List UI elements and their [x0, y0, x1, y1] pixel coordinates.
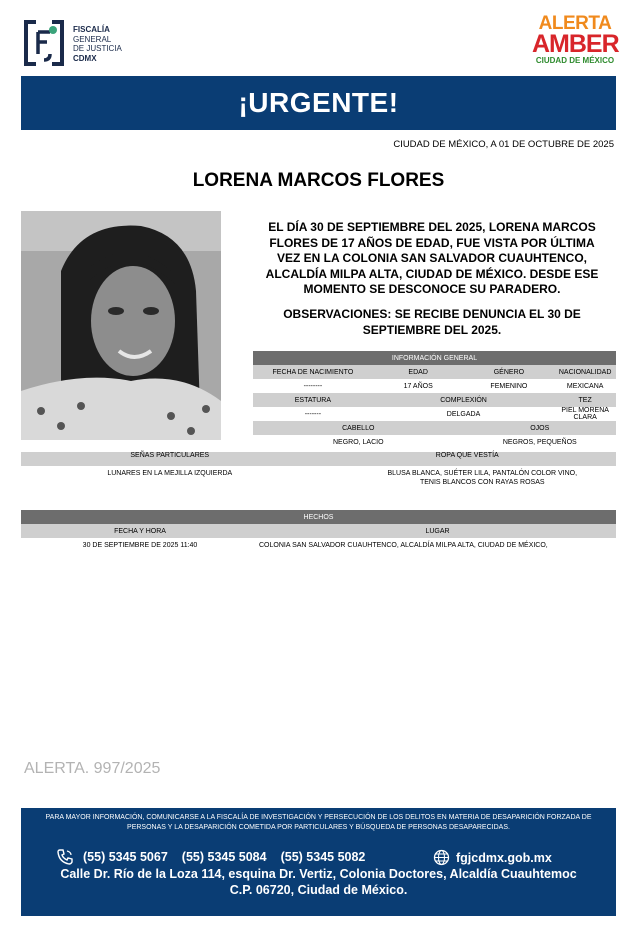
globe-icon — [433, 849, 450, 866]
value-clothes: BLUSA BLANCA, SUÉTER LILA, PANTALÓN COLOR VINO, TENIS BLANCOS CON RAYAS ROSAS — [319, 466, 617, 487]
header-clothes: ROPA QUE VESTÍA — [319, 452, 617, 466]
phone-1[interactable]: (55) 5345 5067 — [83, 850, 168, 864]
header-place: LUGAR — [259, 524, 616, 538]
fgj-logo-text — [73, 25, 122, 63]
general-info-table — [253, 351, 616, 449]
urgent-banner — [21, 76, 616, 130]
logo-line-3: DE JUSTICIA — [73, 44, 122, 53]
header-birth: FECHA DE NACIMIENTO — [253, 365, 373, 379]
alerta-amber-logo — [532, 14, 618, 74]
logo-line-2: GENERAL — [73, 34, 112, 44]
header-height: ESTATURA — [253, 393, 373, 407]
header-nationality: NACIONALIDAD — [554, 365, 616, 379]
contact-footer — [21, 808, 616, 916]
value-birth: -------- — [253, 379, 373, 393]
website-link[interactable]: fgjcdmx.gob.mx — [456, 850, 552, 865]
header-eyes: OJOS — [464, 421, 616, 435]
website — [433, 849, 552, 866]
logo-line-1: FISCALÍA — [73, 25, 110, 34]
phone-numbers — [57, 849, 379, 865]
marks-clothing-table — [21, 452, 616, 487]
alert-number: ALERTA. 997/2025 — [24, 760, 161, 777]
facts-title: HECHOS — [21, 510, 616, 524]
address-line-2: C.P. 06720, Ciudad de México. — [229, 883, 408, 897]
phone-3[interactable]: (55) 5345 5082 — [280, 850, 366, 864]
header-hair: CABELLO — [253, 421, 464, 435]
value-build: DELGADA — [373, 407, 555, 421]
value-place: COLONIA SAN SALVADOR CUAUHTENCO, ALCALDÍA MILPA ALTA, CIUDAD DE MÉXICO, — [259, 538, 616, 552]
amber-line-2: AMBER — [532, 30, 619, 58]
person-name: LORENA MARCOS FLORES — [192, 170, 445, 191]
footer-note: PARA MAYOR INFORMACIÓN, COMUNICARSE A LA FISCALÍA DE INVESTIGACIÓN Y PERSECUCIÓN DE LOS DELITOS EN MATERIA DE DESAPARICIÓN FORZADA DE PERSONAS Y LA DESAPARICIÓN COMETIDA POR PARTICULARES Y BÚSQUEDA DE PERSONAS DESAPARECIDAS. — [45, 814, 592, 831]
header-skin: TEZ — [554, 393, 616, 407]
value-hair: NEGRO, LACIO — [253, 435, 464, 449]
value-date-time: 30 DE SEPTIEMBRE DE 2025 11:40 — [21, 538, 259, 552]
logo-line-4: CDMX — [73, 53, 97, 63]
value-nationality: MEXICANA — [554, 379, 616, 393]
person-photo — [21, 211, 221, 440]
header-date-time: FECHA Y HORA — [21, 524, 259, 538]
header-age: EDAD — [373, 365, 464, 379]
header-gender: GÉNERO — [464, 365, 555, 379]
address — [21, 866, 616, 898]
value-age: 17 AÑOS — [373, 379, 464, 393]
amber-line-1: ALERTA — [538, 13, 612, 34]
value-marks: LUNARES EN LA MEJILLA IZQUIERDA — [21, 466, 319, 487]
value-skin: PIEL MORENA CLARA — [554, 407, 616, 421]
value-gender: FEMENINO — [464, 379, 555, 393]
narrative: EL DÍA 30 DE SEPTIEMBRE DEL 2025, LORENA MARCOS FLORES DE 17 AÑOS DE EDAD, FUE VISTA POR ÚLTIMA VEZ EN LA COLONIA SAN SALVADOR CUAUHTENCO, ALCALDÍA MILPA ALTA, CIUDAD DE MÉXICO. DESDE ESE MOMENTO SE DESCONOCE SU PARADERO. — [265, 220, 599, 296]
value-eyes: NEGROS, PEQUEÑOS — [464, 435, 616, 449]
fgj-logo-icon — [22, 18, 66, 68]
facts-table — [21, 510, 616, 552]
value-height: ------- — [253, 407, 373, 421]
fgj-logo — [22, 18, 222, 68]
dateline: CIUDAD DE MÉXICO, A 01 DE OCTUBRE DE 2025 — [393, 139, 614, 150]
header-marks: SEÑAS PARTICULARES — [21, 452, 319, 466]
phone-icon — [57, 849, 73, 865]
header-build: COMPLEXIÓN — [373, 393, 555, 407]
phone-2[interactable]: (55) 5345 5084 — [181, 850, 267, 864]
general-info-title: INFORMACIÓN GENERAL — [253, 351, 616, 365]
urgent-banner-text: ¡URGENTE! — [238, 87, 399, 118]
amber-line-3: CIUDAD DE MÉXICO — [535, 56, 615, 65]
observations: OBSERVACIONES: SE RECIBE DENUNCIA EL 30 DE SEPTIEMBRE DEL 2025. — [283, 307, 581, 337]
address-line-1: Calle Dr. Río de la Loza 114, esquina Dr. Vertiz, Colonia Doctores, Alcaldía Cuauhtemoc — [60, 867, 577, 881]
